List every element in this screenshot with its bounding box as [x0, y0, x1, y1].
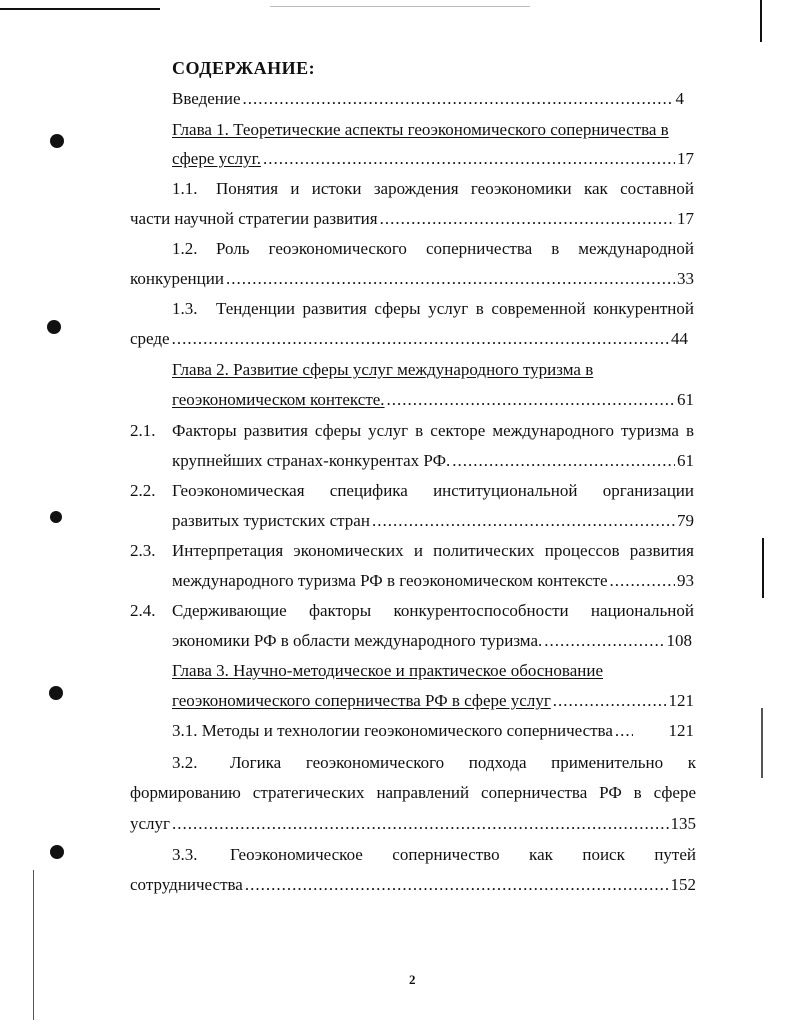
section-2-1-line1: Факторы развития сферы услуг в секторе международного туризма в	[172, 421, 694, 440]
entry-label: Введение	[172, 89, 241, 108]
toc-entry-2-2	[172, 511, 694, 531]
section-2-3-line1: Интерпретация экономических и политических процессов развития	[172, 541, 694, 560]
toc-entry-2-4	[172, 631, 692, 651]
toc-entry-chapter-1	[172, 149, 694, 169]
scan-right-line	[760, 0, 762, 42]
dot-leader	[226, 269, 675, 289]
entry-page: 33	[677, 269, 694, 288]
dot-leader	[610, 571, 675, 591]
chapter-3-title: Глава 3. Научно-методическое и практическое обоснование	[172, 661, 603, 680]
toc-entry-3-1	[172, 721, 694, 741]
dot-leader	[380, 209, 675, 229]
entry-page: 4	[675, 89, 684, 108]
section-1-3-number: 1.3.	[172, 299, 198, 318]
entry-label: экономики РФ в области международного туризма.	[172, 631, 543, 650]
entry-page: 61	[677, 390, 694, 409]
section-1-2-line1: Роль геоэкономического соперничества в международной	[216, 239, 694, 258]
section-3-3-number: 3.3.	[172, 845, 198, 864]
toc-entry-chapter-2	[172, 390, 694, 410]
entry-label: крупнейших странах-конкурентах РФ.	[172, 451, 451, 470]
section-3-2-number: 3.2.	[172, 753, 198, 772]
entry-label: международного туризма РФ в геоэкономическом контексте	[172, 571, 608, 590]
dot-leader	[172, 329, 669, 349]
entry-label: среде	[130, 329, 170, 348]
entry-label: части научной стратегии развития	[130, 209, 378, 228]
entry-label: 3.1. Методы и технологии геоэкономического соперничества	[172, 721, 613, 740]
section-2-1-number: 2.1.	[130, 421, 156, 440]
entry-page: 44	[671, 329, 688, 348]
section-2-3-number: 2.3.	[130, 541, 156, 560]
toc-entry-3-3	[130, 875, 696, 895]
dot-leader	[245, 875, 669, 895]
dot-leader	[553, 691, 667, 711]
entry-page: 108	[666, 631, 692, 650]
toc-entry-2-1	[172, 451, 694, 471]
punch-hole-4	[49, 686, 63, 700]
section-1-1-number: 1.1.	[172, 179, 198, 198]
section-1-3-line1: Тенденции развития сферы услуг в современной конкурентной	[216, 299, 694, 318]
chapter-2-title: Глава 2. Развитие сферы услуг международного туризма в	[172, 360, 594, 379]
scan-right-line-2	[762, 538, 764, 598]
chapter-1-title: Глава 1. Теоретические аспекты геоэкономического соперничества в	[172, 120, 669, 139]
dot-leader	[615, 721, 633, 741]
scan-top-line-2	[270, 6, 530, 7]
entry-label: геоэкономическом контексте.	[172, 390, 385, 409]
section-3-2-line1: Логика геоэкономического подхода применительно к	[230, 753, 696, 772]
scan-left-line	[33, 870, 34, 1020]
scan-top-line	[0, 8, 160, 10]
section-2-4-line1: Сдерживающие факторы конкурентоспособности национальной	[172, 601, 694, 620]
entry-page: 152	[670, 875, 696, 894]
scan-right-line-3	[761, 708, 763, 778]
toc-entry-chapter-3	[172, 691, 694, 711]
section-3-2-line2: формированию стратегических направлений соперничества РФ в сфере	[130, 783, 696, 802]
toc-entry-2-3	[172, 571, 694, 591]
entry-label: конкуренции	[130, 269, 224, 288]
section-1-1-line1: Понятия и истоки зарождения геоэкономики как составной	[216, 179, 694, 198]
entry-label: сотрудничества	[130, 875, 243, 894]
page-number: 2	[409, 972, 416, 987]
toc-title: СОДЕРЖАНИЕ:	[172, 58, 316, 78]
punch-hole-2	[47, 320, 61, 334]
section-2-2-line1: Геоэкономическая специфика институциональной организации	[172, 481, 694, 500]
entry-label: геоэкономического соперничества РФ в сфере услуг	[172, 691, 551, 710]
dot-leader	[172, 814, 668, 834]
entry-label: сфере услуг.	[172, 149, 261, 168]
entry-page: 121	[668, 721, 694, 740]
entry-page: 17	[677, 149, 694, 168]
punch-hole-1	[50, 134, 64, 148]
entry-page: 17	[677, 209, 694, 228]
entry-page: 79	[677, 511, 694, 530]
toc-entry-intro	[172, 89, 684, 109]
entry-page: 93	[677, 571, 694, 590]
toc-entry-1-3	[130, 329, 688, 349]
punch-hole-5	[50, 845, 64, 859]
dot-leader	[544, 631, 664, 651]
entry-label: развитых туристских стран	[172, 511, 370, 530]
section-3-3-line1: Геоэкономическое соперничество как поиск путей	[230, 845, 696, 864]
punch-hole-3	[50, 511, 62, 523]
entry-page: 121	[668, 691, 694, 710]
toc-entry-1-2	[130, 269, 694, 289]
entry-page: 61	[677, 451, 694, 470]
section-1-2-number: 1.2.	[172, 239, 198, 258]
dot-leader	[452, 451, 675, 471]
toc-entry-3-2	[130, 814, 696, 834]
toc-entry-1-1	[130, 209, 694, 229]
dot-leader	[243, 89, 674, 109]
dot-leader	[372, 511, 675, 531]
entry-label: услуг	[130, 814, 171, 833]
dot-leader	[387, 390, 675, 410]
section-2-2-number: 2.2.	[130, 481, 156, 500]
dot-leader	[263, 149, 675, 169]
section-2-4-number: 2.4.	[130, 601, 156, 620]
entry-page: 135	[670, 814, 696, 833]
